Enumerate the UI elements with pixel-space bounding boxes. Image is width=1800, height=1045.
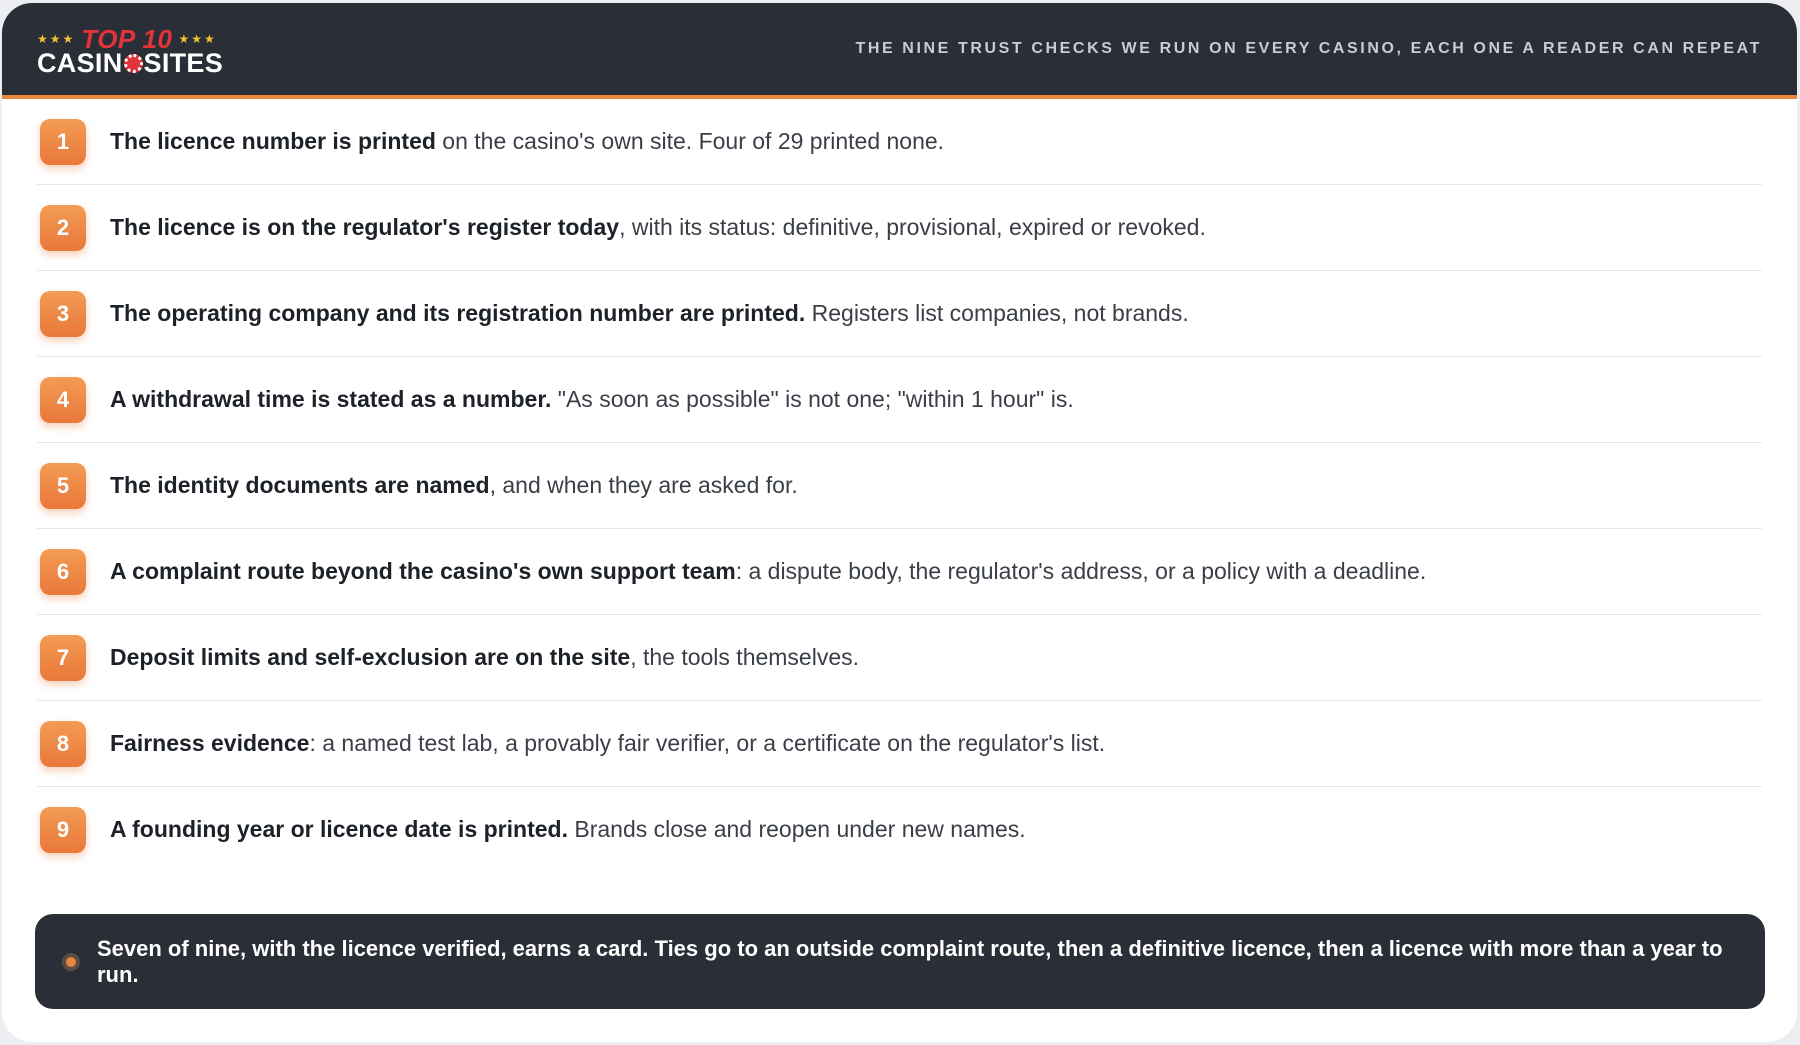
check-text-rest: : a dispute body, the regulator's address, or a policy with a deadline. (735, 558, 1427, 584)
header-bar (2, 3, 1797, 99)
check-text (110, 472, 798, 499)
bullet-dot-icon (62, 953, 80, 971)
check-text-rest: , with its status: definitive, provisional, expired or revoked. (619, 214, 1206, 240)
check-text-rest: Registers list companies, not brands. (805, 300, 1189, 326)
check-item (37, 357, 1762, 443)
check-number-badge: 3 (40, 291, 86, 337)
check-item (37, 701, 1762, 787)
check-text-bold: The licence is on the regulator's register today (110, 214, 620, 240)
check-text-rest: , and when they are asked for. (489, 472, 798, 498)
check-item (37, 529, 1762, 615)
check-item (37, 787, 1762, 872)
check-number-badge: 5 (40, 463, 86, 509)
check-text (110, 300, 1189, 327)
check-text-rest: , the tools themselves. (630, 644, 860, 670)
check-number-badge: 1 (40, 119, 86, 165)
check-number-badge: 8 (40, 721, 86, 767)
check-number-badge: 9 (40, 807, 86, 853)
check-text-bold: The operating company and its registration number are printed. (110, 300, 806, 326)
check-text-bold: A withdrawal time is stated as a number. (110, 386, 552, 412)
check-text (110, 644, 859, 671)
summary-callout (35, 914, 1765, 1009)
star-icon: ★★★ (178, 31, 217, 46)
star-icon: ★★★ (37, 31, 76, 46)
check-number-badge: 7 (40, 635, 86, 681)
logo-casino-text: CASIN (37, 47, 123, 78)
checks-list (2, 99, 1797, 872)
site-logo[interactable] (37, 23, 224, 78)
check-number-badge: 4 (40, 377, 86, 423)
check-text-bold: The identity documents are named (110, 472, 490, 498)
check-text-rest: Brands close and reopen under new names. (567, 816, 1026, 842)
check-text-bold: Deposit limits and self-exclusion are on the site (110, 644, 631, 670)
header-tagline: THE NINE TRUST CHECKS WE RUN ON EVERY CASINO, EACH ONE A READER CAN REPEAT (855, 40, 1762, 57)
check-text (110, 128, 944, 155)
check-item (37, 615, 1762, 701)
logo-sites-text: SITES (143, 47, 224, 78)
check-item (37, 185, 1762, 271)
check-text-bold: The licence number is printed (110, 128, 436, 154)
check-text-rest: : a named test lab, a provably fair verifier, or a certificate on the regulator's list. (309, 730, 1106, 756)
check-text (110, 214, 1206, 241)
check-item (37, 443, 1762, 529)
check-text (110, 386, 1074, 413)
check-item (37, 99, 1762, 185)
check-number-badge: 6 (40, 549, 86, 595)
check-text-rest: "As soon as possible" is not one; "within 1 hour" is. (551, 386, 1074, 412)
check-text (110, 558, 1426, 585)
poker-chip-icon (124, 54, 143, 73)
check-number-badge: 2 (40, 205, 86, 251)
check-text-bold: Fairness evidence (110, 730, 310, 756)
check-text-bold: A founding year or licence date is printed. (110, 816, 568, 842)
check-text-bold: A complaint route beyond the casino's own support team (110, 558, 736, 584)
check-text (110, 816, 1026, 843)
check-text (110, 730, 1105, 757)
summary-text: Seven of nine, with the licence verified, earns a card. Ties go to an outside complaint route, then a definitive licence, then a licence with more than a year to run. (97, 935, 1723, 987)
logo-top10-text: TOP 10 (81, 23, 173, 54)
check-item (37, 271, 1762, 357)
trust-checks-card (2, 3, 1797, 1042)
check-text-rest: on the casino's own site. Four of 29 printed none. (435, 128, 945, 154)
logo-casino-sites (37, 47, 224, 78)
